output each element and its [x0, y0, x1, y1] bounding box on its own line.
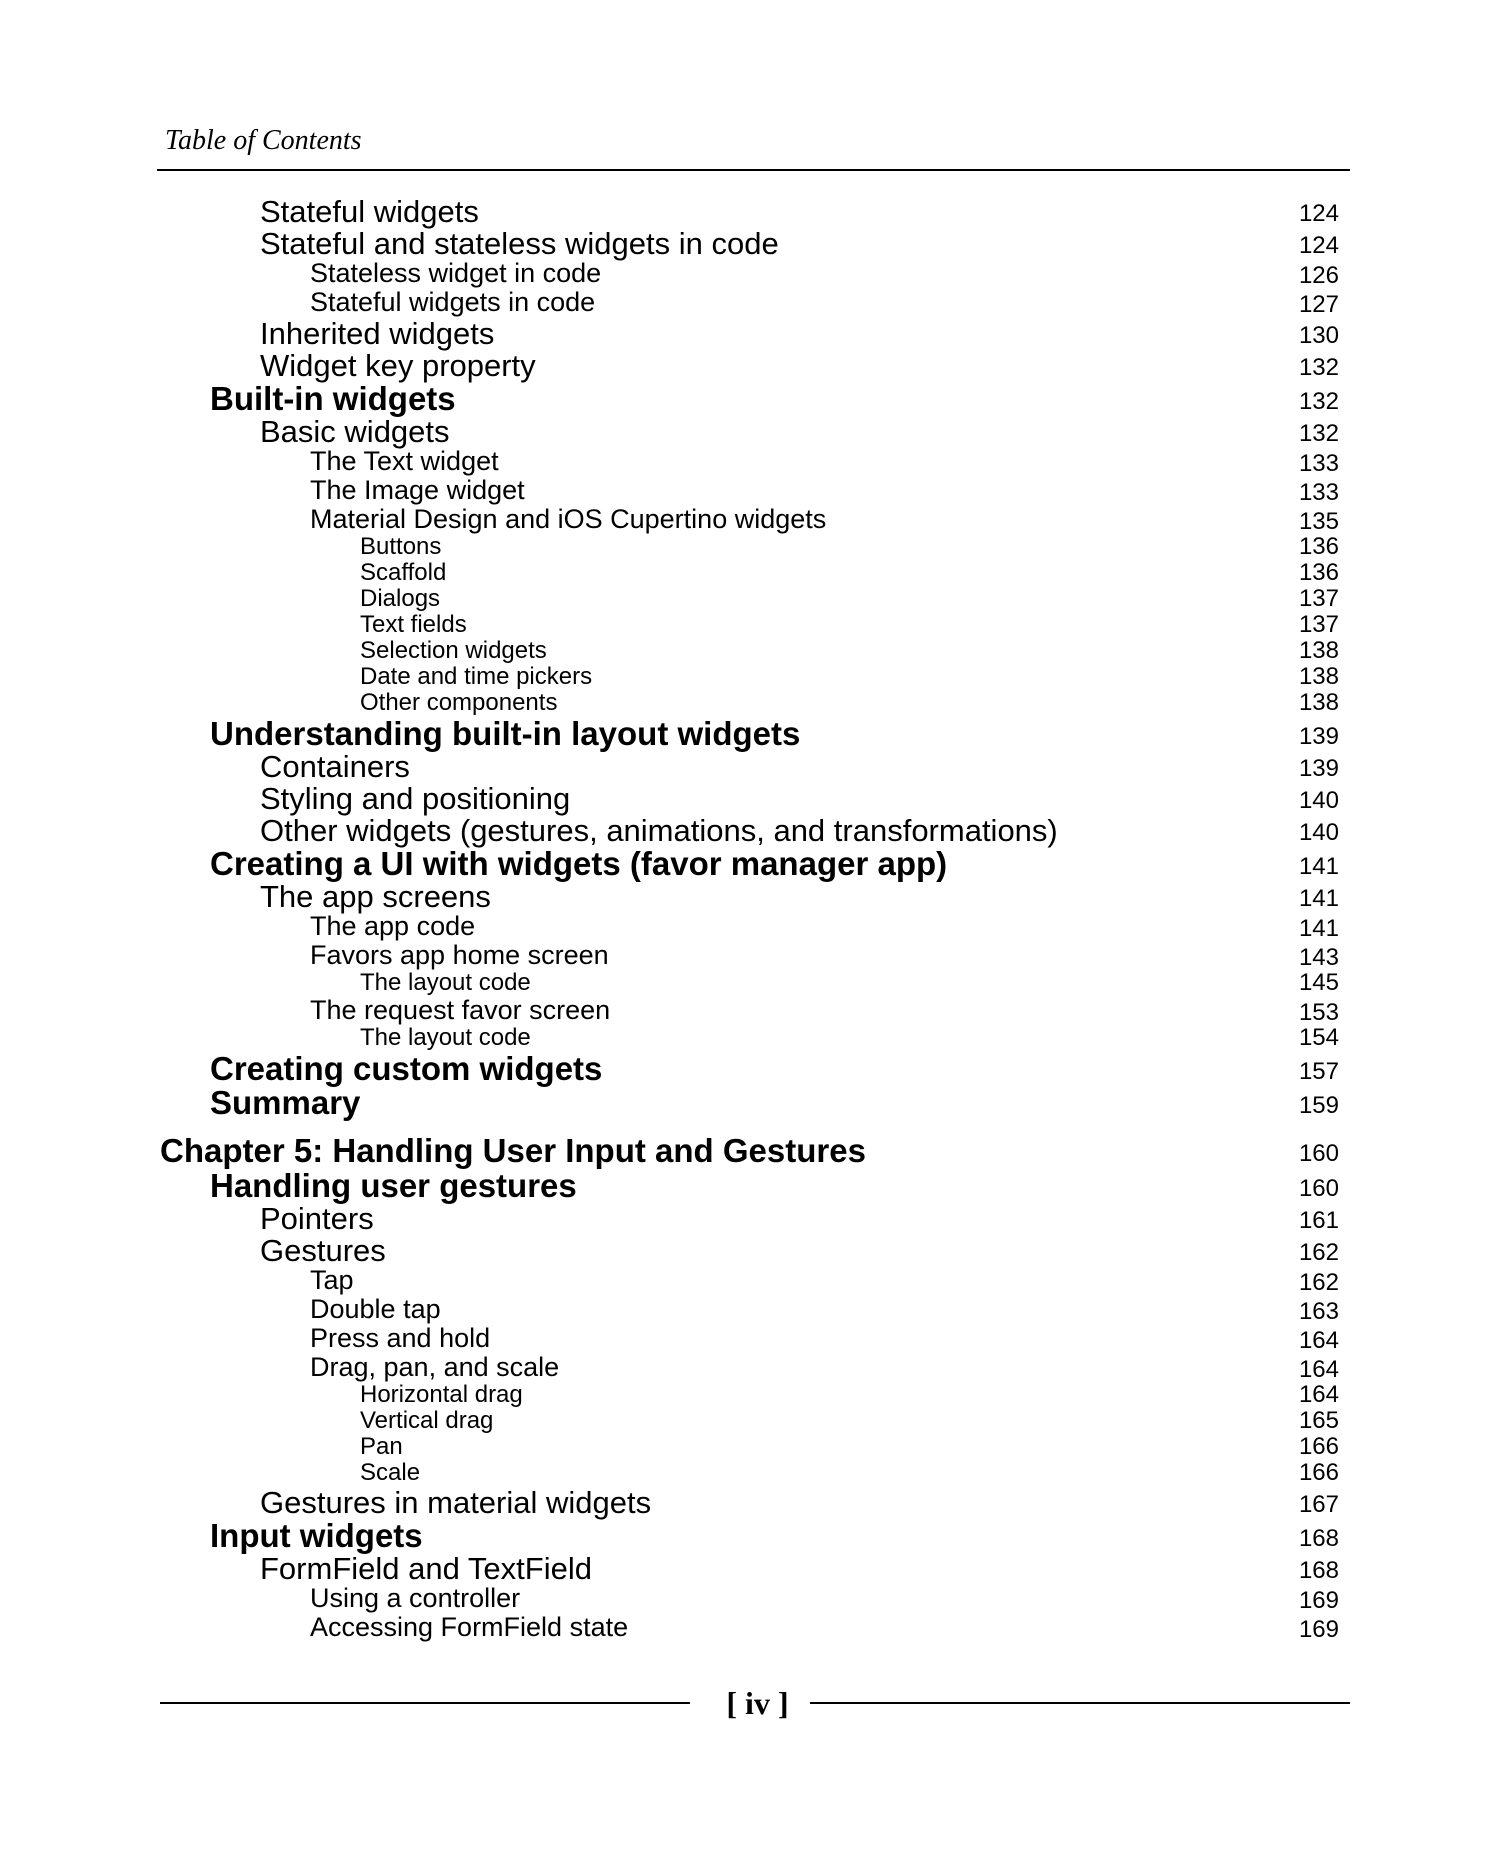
toc-entry-page: 133 — [1298, 450, 1339, 477]
toc-entry-page: 141 — [1298, 885, 1339, 912]
toc-entry-title: Built-in widgets — [210, 380, 456, 417]
toc-entry-page: 132 — [1298, 420, 1339, 447]
footer-rule-left — [160, 1702, 690, 1704]
footer-page-number: [ iv ] — [726, 1685, 789, 1721]
toc-entry-page: 137 — [1298, 585, 1339, 612]
toc-entry-page: 164 — [1298, 1327, 1339, 1354]
toc-entry-title: Containers — [260, 749, 410, 784]
toc-entry-page: 132 — [1298, 388, 1339, 415]
footer-rule-right — [810, 1702, 1350, 1704]
toc-entry-page: 133 — [1298, 479, 1339, 506]
toc-entry-title: Using a controller — [310, 1583, 521, 1613]
toc-entry-title: Other widgets (gestures, animations, and transformations) — [260, 813, 1058, 848]
toc-entry-page: 162 — [1298, 1239, 1339, 1266]
toc-entry-title: The app code — [310, 911, 476, 941]
toc-entry-page: 126 — [1298, 262, 1339, 289]
toc-entry-title: Vertical drag — [360, 1407, 494, 1434]
toc-entry-title: Chapter 5: Handling User Input and Gestures — [160, 1132, 866, 1169]
toc-entry-title: Stateless widget in code — [310, 258, 602, 288]
toc-entry-page: 160 — [1298, 1175, 1339, 1202]
toc-entry-page: 145 — [1298, 969, 1339, 996]
toc-entry-title: Gestures in material widgets — [260, 1485, 652, 1520]
toc-entry-page: 169 — [1298, 1616, 1339, 1643]
toc-entry-page: 168 — [1298, 1557, 1339, 1584]
toc-entry-title: The app screens — [260, 879, 491, 914]
toc-entry-title: Input widgets — [210, 1517, 423, 1554]
toc-entry-page: 160 — [1298, 1140, 1339, 1167]
toc-entry-title: Scale — [360, 1459, 421, 1486]
toc-entry-page: 163 — [1298, 1298, 1339, 1325]
toc-entry-page: 162 — [1298, 1269, 1339, 1296]
toc-entry-title: Handling user gestures — [210, 1167, 577, 1204]
toc-entry-page: 139 — [1298, 755, 1339, 782]
toc-entry-page: 159 — [1298, 1092, 1339, 1119]
toc-entry-title: Understanding built-in layout widgets — [210, 715, 801, 752]
toc-entry-title: Summary — [210, 1084, 361, 1121]
toc-entry-title: The request favor screen — [310, 995, 611, 1025]
toc-entry-page: 141 — [1298, 915, 1339, 942]
toc-entry-title: Widget key property — [260, 348, 536, 383]
toc-entry-page: 165 — [1298, 1407, 1339, 1434]
toc-entry-title: FormField and TextField — [260, 1551, 592, 1586]
running-header-title: Table of Contents — [165, 125, 362, 156]
toc-entry-page: 138 — [1298, 689, 1339, 716]
toc-entry-page: 124 — [1298, 200, 1339, 227]
toc-entry-page: 136 — [1298, 533, 1339, 560]
toc-entry-title: Favors app home screen — [310, 940, 609, 970]
toc-entry-title: Inherited widgets — [260, 316, 495, 351]
toc-entry-title: Double tap — [310, 1294, 441, 1324]
toc-entry-page: 132 — [1298, 354, 1339, 381]
toc-entry-title: Accessing FormField state — [310, 1612, 629, 1642]
toc-entry-title: Stateful and stateless widgets in code — [260, 226, 779, 261]
toc-entry-page: 127 — [1298, 291, 1339, 318]
toc-entry-page: 140 — [1298, 787, 1339, 814]
toc-entry-page: 161 — [1298, 1207, 1339, 1234]
toc-entry-title: Gestures — [260, 1233, 386, 1268]
toc-entry-page: 167 — [1298, 1491, 1339, 1518]
toc-entry-page: 153 — [1298, 999, 1339, 1026]
toc-entry-title: Scaffold — [360, 559, 447, 586]
toc-entry-page: 166 — [1298, 1433, 1339, 1460]
toc-entry-page: 130 — [1298, 322, 1339, 349]
toc-entry-page: 136 — [1298, 559, 1339, 586]
toc-entry-title: Creating custom widgets — [210, 1050, 603, 1087]
toc-entry-title: Horizontal drag — [360, 1381, 523, 1408]
toc-entry-page: 168 — [1298, 1525, 1339, 1552]
toc-entry-title: Press and hold — [310, 1323, 491, 1353]
toc-entry-title: The Image widget — [310, 475, 525, 505]
toc-entry-page: 157 — [1298, 1058, 1339, 1085]
toc-entry-title: Drag, pan, and scale — [310, 1352, 560, 1382]
toc-entry-title: Basic widgets — [260, 414, 450, 449]
toc-entry-title: The layout code — [360, 1024, 531, 1051]
toc-entry-title: Pan — [360, 1433, 403, 1460]
toc-entry-title: Stateful widgets in code — [310, 287, 596, 317]
toc-entry-title: Other components — [360, 689, 558, 716]
toc-entry-title: Creating a UI with widgets (favor manager app) — [210, 845, 948, 882]
toc-entry-page: 154 — [1298, 1024, 1339, 1051]
toc-entry-page: 164 — [1298, 1356, 1339, 1383]
toc-entry-page: 164 — [1298, 1381, 1339, 1408]
toc-entry-title: Dialogs — [360, 585, 441, 612]
toc-entry-page: 137 — [1298, 611, 1339, 638]
toc-entry-title: Buttons — [360, 533, 442, 560]
toc-entry-page: 143 — [1298, 944, 1339, 971]
toc-entry-title: Tap — [310, 1265, 354, 1295]
toc-entry-page: 169 — [1298, 1587, 1339, 1614]
toc-entry-page: 138 — [1298, 637, 1339, 664]
toc-entry-page: 138 — [1298, 663, 1339, 690]
toc-entry-title: Pointers — [260, 1201, 374, 1236]
toc-entry-title: Styling and positioning — [260, 781, 571, 816]
toc-entry-title: Material Design and iOS Cupertino widgets — [310, 504, 827, 534]
toc-entry-page: 141 — [1298, 853, 1339, 880]
toc-entry-page: 124 — [1298, 232, 1339, 259]
toc-entry-page: 135 — [1298, 508, 1339, 535]
toc-entry-page: 139 — [1298, 723, 1339, 750]
toc-entry-title: Selection widgets — [360, 637, 547, 664]
toc-entry-title: The Text widget — [310, 446, 499, 476]
toc-entry-page: 140 — [1298, 819, 1339, 846]
toc-entry-title: Date and time pickers — [360, 663, 593, 690]
toc-entry-title: The layout code — [360, 969, 531, 996]
toc-entry-title: Stateful widgets — [260, 194, 479, 229]
toc-entry-page: 166 — [1298, 1459, 1339, 1486]
page-footer — [160, 1683, 1350, 1723]
toc-entry-title: Text fields — [360, 611, 467, 638]
